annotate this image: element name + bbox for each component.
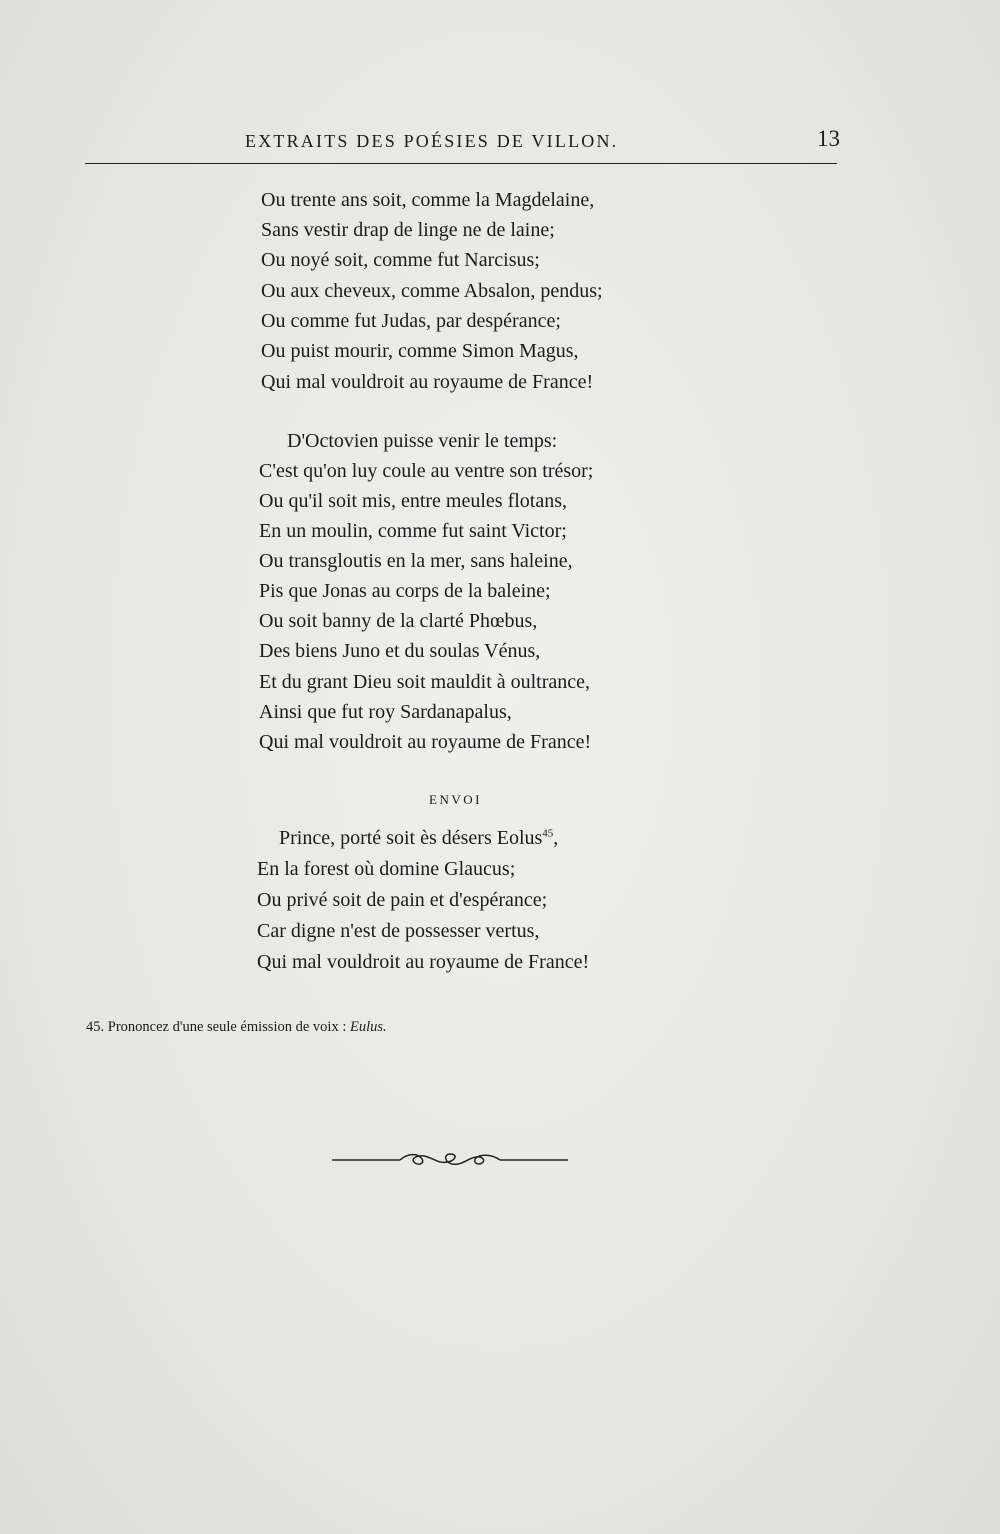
footnote-emphasis: Eulus.: [349, 1019, 387, 1035]
envoi-heading: ENVOI: [429, 792, 482, 807]
verse-line: Qui mal vouldroit au royaume de France!: [261, 371, 594, 393]
verse-line: Pis que Jonas au corps de la baleine;: [259, 580, 551, 602]
verse-line: Ou transgloutis en la mer, sans haleine,: [259, 550, 573, 572]
verse-line: Ou soit banny de la clarté Phœbus,: [259, 610, 538, 632]
verse-line: Ou comme fut Judas, par despérance;: [261, 310, 561, 332]
verse-line: En la forest où domine Glaucus;: [257, 858, 516, 880]
verse-punctuation: ,: [553, 827, 559, 849]
verse-line: En un moulin, comme fut saint Victor;: [259, 520, 567, 542]
verse-line: Ou noyé soit, comme fut Narcisus;: [261, 249, 540, 271]
verse-line: Ou puist mourir, comme Simon Magus,: [261, 340, 579, 362]
verse-line-envoi-first: [279, 824, 558, 852]
verse-line: Qui mal vouldroit au royaume de France!: [259, 731, 592, 753]
verse-line: Ou privé soit de pain et d'espérance;: [257, 889, 548, 911]
footnote-reference: 45: [542, 827, 554, 840]
verse-line: Ou qu'il soit mis, entre meules flotans,: [259, 490, 568, 512]
footnote-text: 45. Prononcez d'une seule émission de voix :: [86, 1019, 350, 1035]
footnote: [86, 1017, 387, 1037]
verse-line: Qui mal vouldroit au royaume de France!: [257, 951, 590, 973]
verse-line: D'Octovien puisse venir le temps:: [287, 430, 558, 452]
verse-line: Et du grant Dieu soit mauldit à oultrance,: [259, 671, 591, 693]
header-rule: [85, 163, 837, 164]
verse-line: Des biens Juno et du soulas Vénus,: [259, 640, 541, 662]
verse-text: Prince, porté soit ès désers Eolus: [279, 827, 543, 849]
page-header: [85, 126, 840, 156]
verse-line: Car digne n'est de possesser vertus,: [257, 920, 540, 942]
verse-line: Ou aux cheveux, comme Absalon, pendus;: [261, 280, 603, 302]
verse-line: Sans vestir drap de linge ne de laine;: [261, 219, 555, 241]
verse-line: Ou trente ans soit, comme la Magdelaine,: [261, 189, 595, 211]
page-number: 13: [817, 126, 840, 151]
verse-line: C'est qu'on luy coule au ventre son trésor;: [259, 460, 594, 482]
decorative-swash-ornament-icon: [330, 1150, 570, 1170]
verse-line: Ainsi que fut roy Sardanapalus,: [259, 701, 512, 723]
running-title: EXTRAITS DES POÉSIES DE VILLON.: [245, 131, 619, 151]
